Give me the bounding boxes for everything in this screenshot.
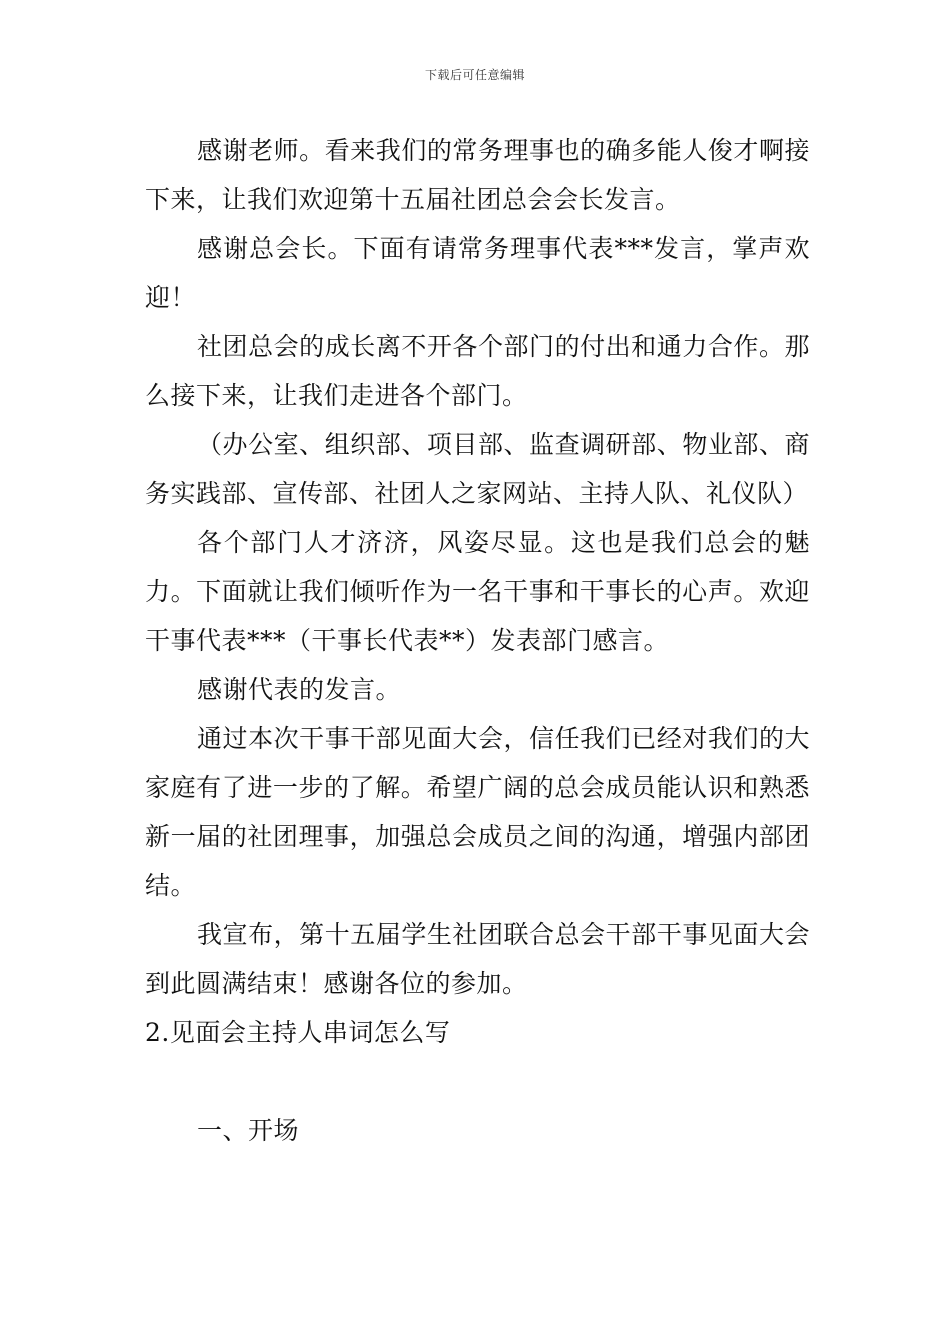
document-body	[145, 126, 810, 1155]
blank-line	[145, 1057, 810, 1106]
paragraph: 社团总会的成长离不开各个部门的付出和通力合作。那么接下来，让我们走进各个部门。	[145, 332, 810, 410]
paragraph: （办公室、组织部、项目部、监查调研部、物业部、商务实践部、宣传部、社团人之家网站、主持人队、礼仪队）	[145, 430, 810, 508]
paragraph: 各个部门人才济济，风姿尽显。这也是我们总会的魅力。下面就让我们倾听作为一名干事和干事长的心声。欢迎干事代表***（干事长代表**）发表部门感言。	[145, 528, 810, 655]
section-heading: 2.见面会主持人串词怎么写	[145, 1018, 451, 1047]
paragraph: 感谢总会长。下面有请常务理事代表***发言，掌声欢迎！	[145, 234, 810, 312]
paragraph: 感谢老师。看来我们的常务理事也的确多能人俊才啊接下来，让我们欢迎第十五届社团总会会长发言。	[145, 136, 810, 214]
paragraph: 通过本次干事干部见面大会，信任我们已经对我们的大家庭有了进一步的了解。希望广阔的总会成员能认识和熟悉新一届的社团理事，加强总会成员之间的沟通，增强内部团结。	[145, 724, 810, 900]
paragraph: 感谢代表的发言。	[197, 675, 402, 704]
paragraph: 我宣布，第十五届学生社团联合总会干部干事见面大会到此圆满结束！感谢各位的参加。	[145, 920, 810, 998]
subsection-heading: 一、开场	[197, 1116, 300, 1145]
header-note: 下载后可任意编辑	[424, 68, 525, 82]
